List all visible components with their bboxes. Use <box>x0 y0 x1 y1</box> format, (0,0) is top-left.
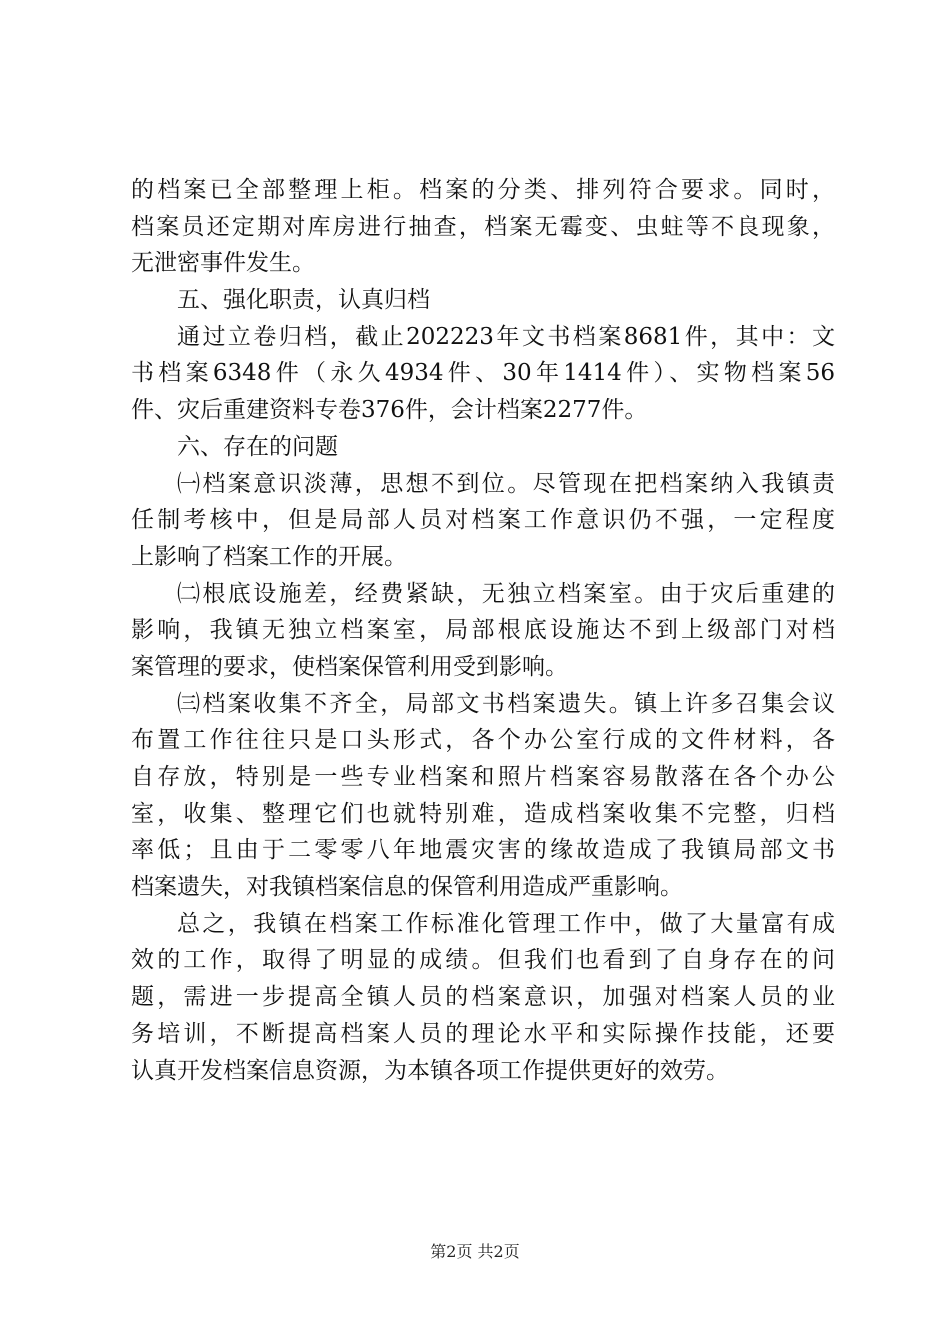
page-footer: 第2页 共2页 <box>430 1242 520 1261</box>
text-line: 案管理的要求，使档案保管利用受到影响。 <box>131 653 568 680</box>
text-line: 的档案已全部整理上柜。档案的分类、排列符合要求。同时， <box>131 177 835 203</box>
text-line: 任制考核中，但是局部人员对档案工作意识仍不强，一定程度 <box>131 507 835 534</box>
text-line: ㈠档案意识淡薄，思想不到位。尽管现在把档案纳入我镇责 <box>177 470 835 497</box>
text-line: 务培训，不断提高档案人员的理论水平和实际操作技能，还要 <box>131 1020 835 1047</box>
text-line: 书档案6348件（永久4934件、30年1414件）、实物档案56 <box>131 360 835 387</box>
text-line: 档案遗失，对我镇档案信息的保管利用造成严重影响。 <box>131 874 683 901</box>
section-heading: 六、存在的问题 <box>177 433 338 460</box>
section-heading: 五、强化职责，认真归档 <box>177 287 430 314</box>
text-line: ㈢档案收集不齐全，局部文书档案遗失。镇上许多召集会议 <box>177 690 835 717</box>
text-line: 档案员还定期对库房进行抽查，档案无霉变、虫蛀等不良现象， <box>131 213 835 240</box>
document-body <box>131 172 835 1089</box>
text-line: 室，收集、整理它们也就特别难，造成档案收集不完整，归档 <box>131 800 835 827</box>
text-line: 上影响了档案工作的开展。 <box>131 543 407 570</box>
text-line: 布置工作往往只是口头形式，各个办公室行成的文件材料，各 <box>131 727 835 754</box>
text-line: 效的工作，取得了明显的成绩。但我们也看到了自身存在的问 <box>131 947 835 974</box>
text-line: 认真开发档案信息资源，为本镇各项工作提供更好的效劳。 <box>131 1057 729 1084</box>
text-line: 自存放，特别是一些专业档案和照片档案容易散落在各个办公 <box>131 764 835 790</box>
text-line: 通过立卷归档，截止202223年文书档案8681件，其中：文 <box>177 323 835 350</box>
text-line: 题，需进一步提高全镇人员的档案意识，加强对档案人员的业 <box>131 984 835 1011</box>
text-line: 率低；且由于二零零八年地震灾害的缘故造成了我镇局部文书 <box>131 837 835 864</box>
text-line: 总之，我镇在档案工作标准化管理工作中，做了大量富有成 <box>177 910 835 937</box>
text-line: 影响，我镇无独立档案室，局部根底设施达不到上级部门对档 <box>131 617 835 644</box>
text-line: 无泄密事件发生。 <box>131 250 315 277</box>
text-line: ㈡根底设施差，经费紧缺，无独立档案室。由于灾后重建的 <box>177 580 835 607</box>
text-line: 件、灾后重建资料专卷376件，会计档案2277件。 <box>131 397 648 424</box>
